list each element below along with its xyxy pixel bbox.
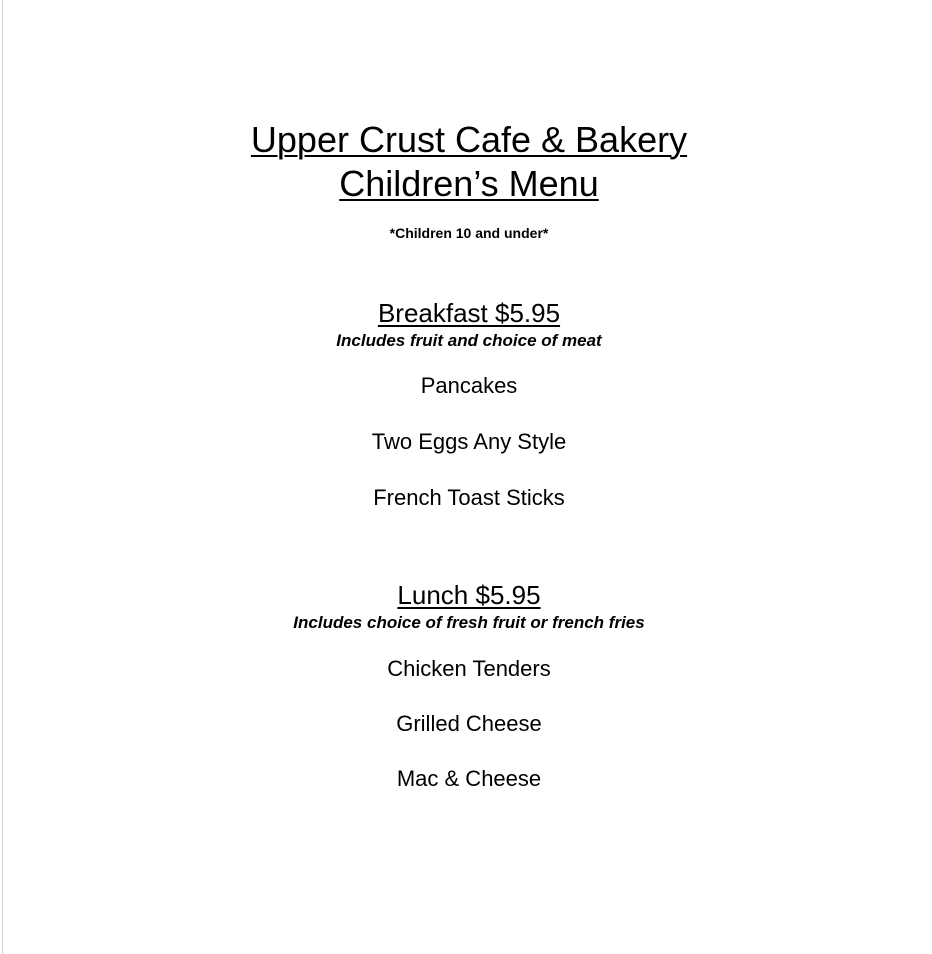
menu-title: Upper Crust Cafe & Bakery [250, 119, 688, 160]
breakfast-item: French Toast Sticks [373, 485, 565, 510]
breakfast-note: Includes fruit and choice of meat [336, 331, 602, 350]
age-note: *Children 10 and under* [389, 225, 549, 241]
menu-subtitle: Children’s Menu [339, 163, 599, 204]
lunch-note: Includes choice of fresh fruit or french fries [293, 613, 645, 632]
breakfast-title: Breakfast $5.95 [377, 298, 561, 328]
lunch-item: Chicken Tenders [387, 656, 551, 681]
lunch-item: Grilled Cheese [396, 711, 542, 736]
lunch-item: Mac & Cheese [396, 766, 542, 791]
breakfast-item: Two Eggs Any Style [371, 429, 567, 454]
breakfast-item: Pancakes [420, 373, 518, 398]
lunch-title: Lunch $5.95 [397, 580, 541, 610]
